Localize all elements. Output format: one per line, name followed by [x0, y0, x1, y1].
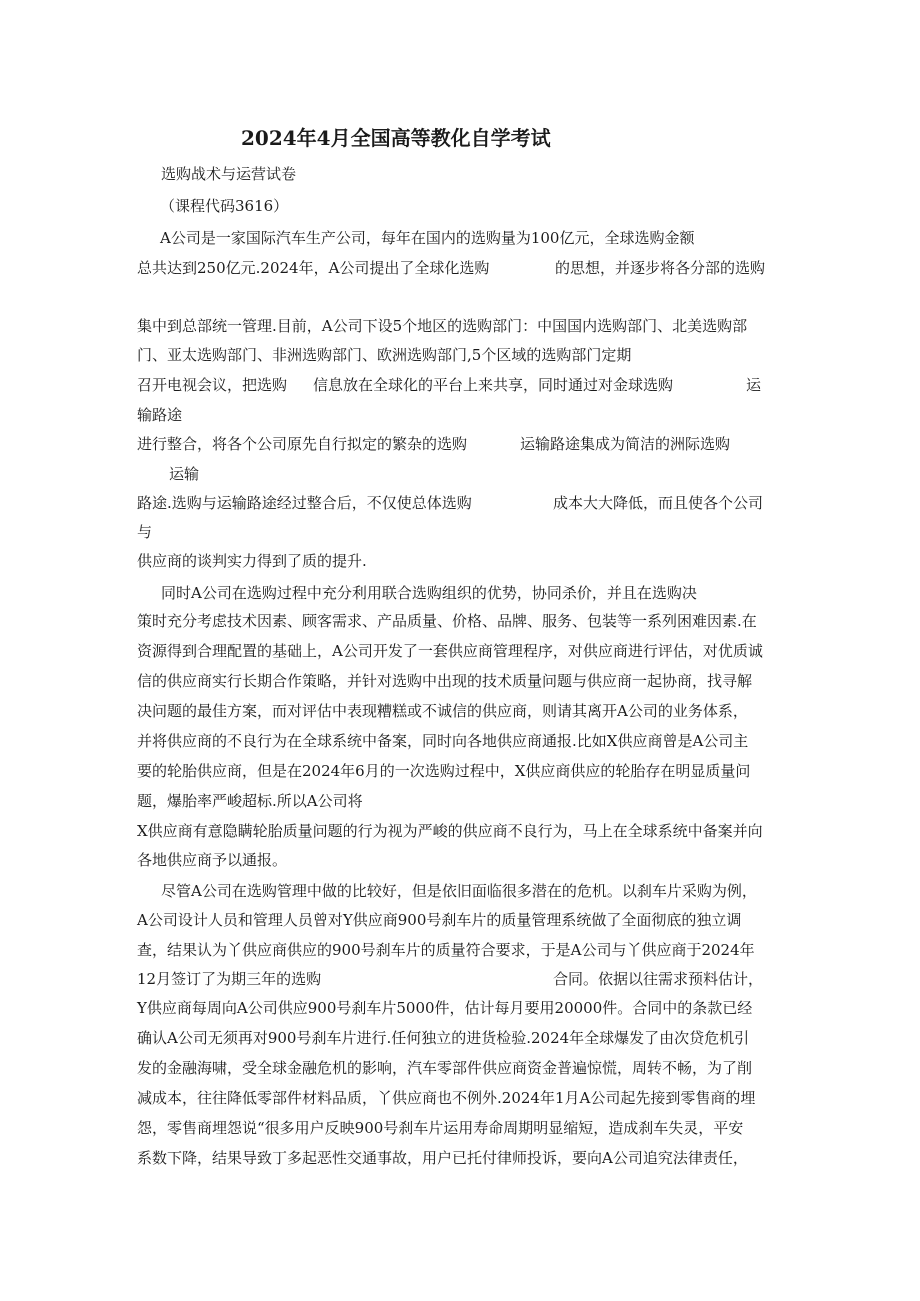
paragraph-line: 系数下降，结果导致丁多起恶性交通事故，用户已托付律师投诉，要向A公司追究法律责任， [137, 1149, 748, 1167]
paragraph-line: A公司设计人员和管理人员曾对Y供应商900号刹车片的质量管理系统做了全面彻底的独立调 [137, 911, 742, 929]
paragraph-line: Y供应商每周向A公司供应900号刹车片5000件，估计每月要用20000件。合同中的条款已经 [137, 999, 753, 1017]
course-code: （课程代码3616） [160, 197, 289, 215]
paragraph-line: 信的供应商实行长期合作策略，并针对选购中出现的技术质量问题与供应商一起协商，找寻解 [137, 672, 753, 690]
paragraph-line: 查，结果认为丫供应商供应的900号刹车片的质量符合要求，于是A公司与丫供应商于2024年 [137, 941, 755, 959]
paragraph-line: 决问题的最佳方案，而对评估中表现糟糕或不诚信的供应商，则请其离开A公司的业务体系， [137, 702, 748, 720]
paragraph-line: 尽管A公司在选购管理中做的比较好，但是依旧面临很多潜在的危机。以刹车片采购为例， [161, 882, 757, 900]
exam-subtitle: 选购战术与运营试卷 [161, 165, 297, 183]
paragraph-line: 路途.选购与运输路途经过整合后，不仅使总体选购 [137, 494, 472, 512]
paragraph-line: 确认A公司无须再对900号刹车片进行.任何独立的进货检验.2024年全球爆发了由次贷危机引 [137, 1029, 750, 1047]
paragraph-line: 合同。依据以往需求预料估计， [553, 970, 764, 988]
paragraph-line: 门、亚太选购部门、非洲选购部门、欧洲选购部门,5个区域的选购部门定期 [137, 346, 632, 364]
paragraph-line: 同时A公司在选购过程中充分利用联合选购组织的优势，协同杀价，并且在选购决 [161, 584, 697, 602]
paragraph-line: 输路途 [137, 406, 183, 424]
paragraph-line: 题，爆胎率严峻超标.所以A公司将 [137, 792, 363, 810]
paragraph-line: 发的金融海啸，受全球金融危机的影响，汽车零部件供应商资金普遍惊慌，周转不畅，为了削 [137, 1059, 753, 1077]
paragraph-line: 12月签订了为期三年的选购 [137, 970, 322, 988]
paragraph-line: 集中到总部统一管理.目前，A公司下设5个地区的选购部门：中国国内选购部门、北美选购部 [137, 317, 748, 335]
paragraph-line: 召开电视会议，把选购 [137, 376, 288, 394]
paragraph-line: 各地供应商予以通报。 [137, 851, 288, 869]
paragraph-line: 运输 [169, 465, 200, 483]
paragraph-line: 总共达到250亿元.2024年，A公司提出了全球化选购 [137, 259, 490, 277]
paragraph-line: 信息放在全球化的平台上来共享，同时通过对金球选购 [313, 376, 674, 394]
paragraph-line: A公司是一家国际汽车生产公司，每年在国内的选购量为100亿元，全球选购金额 [160, 229, 695, 247]
paragraph-line: 成本大大降低，而且使各个公司 [553, 494, 764, 512]
paragraph-line: 并将供应商的不良行为在全球系统中备案，同时向各地供应商通报.比如X供应商曾是A公司主 [137, 732, 749, 750]
exam-title: 2024年4月全国高等教化自学考试 [241, 126, 551, 150]
paragraph-line: 的思想，并逐步将各分部的选购 [555, 259, 766, 277]
paragraph-line: X供应商有意隐瞒轮胎质量问题的行为视为严峻的供应商不良行为，马上在全球系统中备案并向 [137, 822, 763, 840]
paragraph-line: 供应商的谈判实力得到了质的提升. [137, 552, 367, 570]
paragraph-line: 要的轮胎供应商，但是在2024年6月的一次选购过程中，X供应商供应的轮胎存在明显质量问 [137, 762, 751, 780]
paragraph-line: 资源得到合理配置的基础上，A公司开发了一套供应商管理程序，对供应商进行评估，对优质诚 [137, 642, 763, 660]
paragraph-line: 运输路途集成为简洁的洲际选购 [520, 435, 731, 453]
paragraph-line: 怨，零售商埋怨说“很多用户反映900号刹车片运用寿命周期明显缩短，造成刹车失灵，平安 [137, 1119, 744, 1137]
paragraph-line: 策时充分考虑技术因素、顾客需求、产品质量、价格、品牌、服务、包装等一系列困难因素.在 [137, 612, 757, 630]
paragraph-line: 与 [137, 523, 153, 541]
paragraph-line: 进行整合，将各个公司原先自行拟定的繁杂的选购 [137, 435, 468, 453]
paragraph-line: 减成本，往往降低零部件材料品质，丫供应商也不例外.2024年1月A公司起先接到零售商的埋 [137, 1089, 756, 1107]
paragraph-line: 运 [746, 376, 762, 394]
